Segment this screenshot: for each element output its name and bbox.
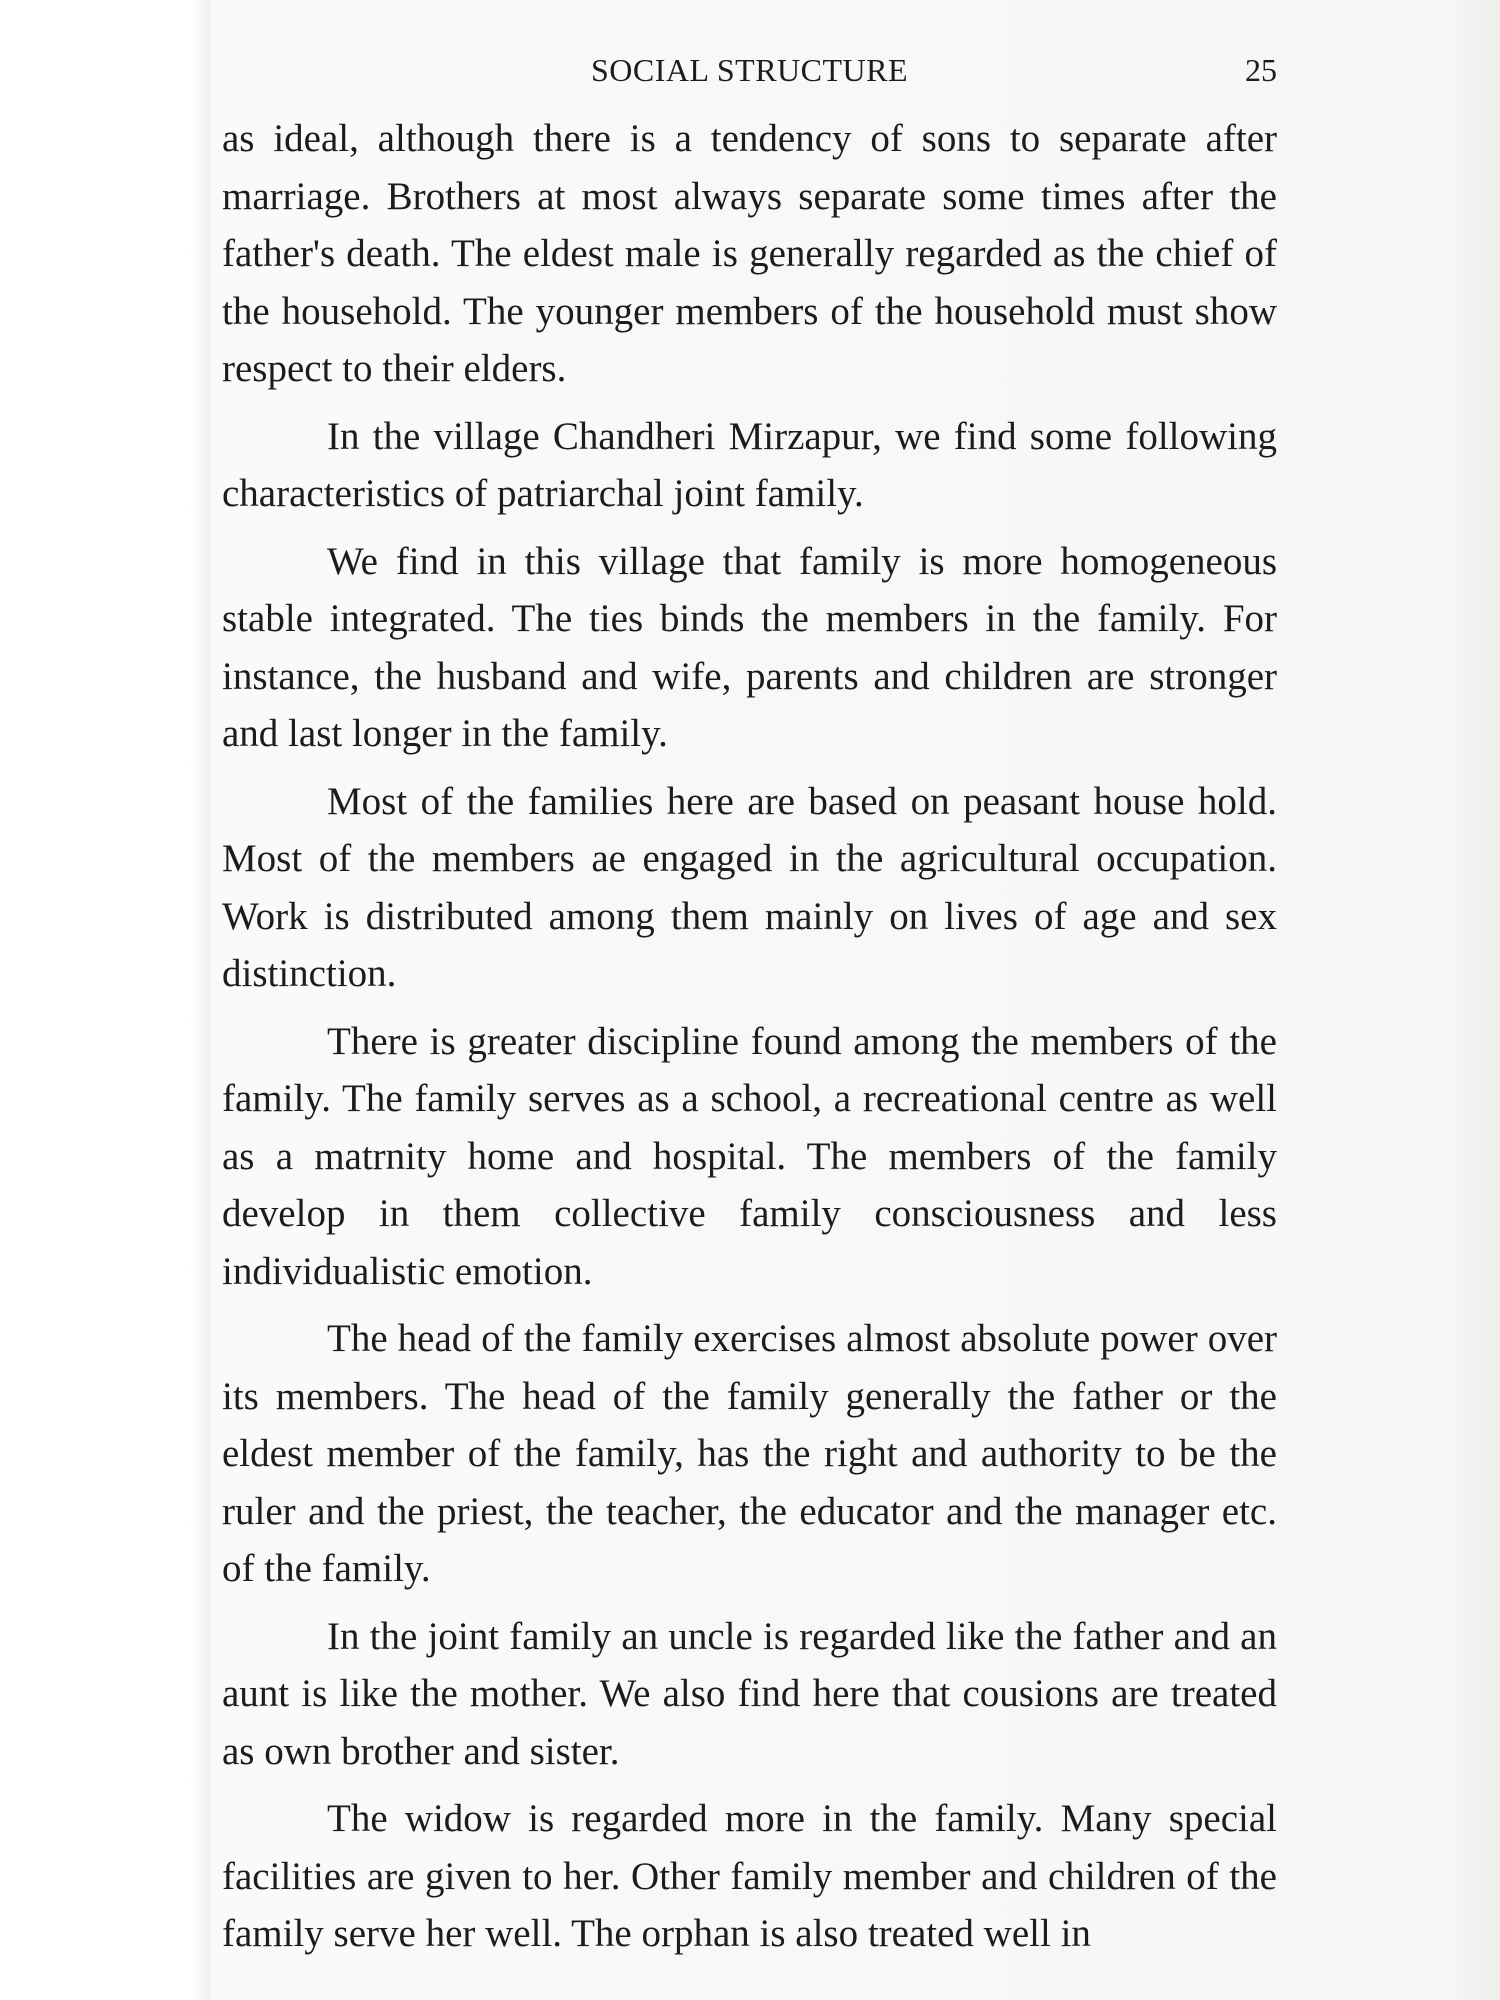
paragraph: In the village Chandheri Mirzapur, we find some following characteristics of patriarchal joint family. [222, 414, 1277, 515]
paragraph: We find in this village that family is more homogeneous stable integrated. The ties binds the members in the family. For instance, the husband and wife, parents and children are stronger and last longer in the family. [222, 539, 1277, 755]
paragraph: The widow is regarded more in the family. Many special facilities are given to her. Other family member and children of the family serve her well. The orphan is also treated well in [222, 1797, 1277, 1955]
paragraph: There is greater discipline found among the members of the family. The family serves as a school, a recreational centre as well as a matrnity home and hospital. The members of the family develop in them collective family consciousness and less individualistic emotion. [222, 1019, 1277, 1293]
paragraph: In the joint family an uncle is regarded like the father and an aunt is like the mother. We also find here that cousions are treated as own brother and sister. [222, 1614, 1277, 1773]
paragraph: The head of the family exercises almost absolute power over its members. The head of the family generally the father or the eldest member of the family, has the right and authority to be the ruler and the priest, the teacher, the educator and the manager etc. of the family. [222, 1317, 1277, 1590]
page-number: 25 [1245, 52, 1277, 88]
body-text [222, 110, 1277, 1973]
running-title: SOCIAL STRUCTURE [590, 52, 909, 88]
paragraph: Most of the families here are based on peasant house hold. Most of the members ae engaged in the agricultural occupation. Work is distributed among them mainly on lives of age and sex distinction. [222, 779, 1277, 995]
paragraph: as ideal, although there is a tendency of sons to separate after marriage. Brothers at most always separate some times after the father's death. The eldest male is generally regarded as the chief of the household. The younger members of the household must show respect to their elders. [222, 117, 1277, 390]
page-margin [0, 0, 210, 2000]
running-header [222, 52, 1277, 96]
